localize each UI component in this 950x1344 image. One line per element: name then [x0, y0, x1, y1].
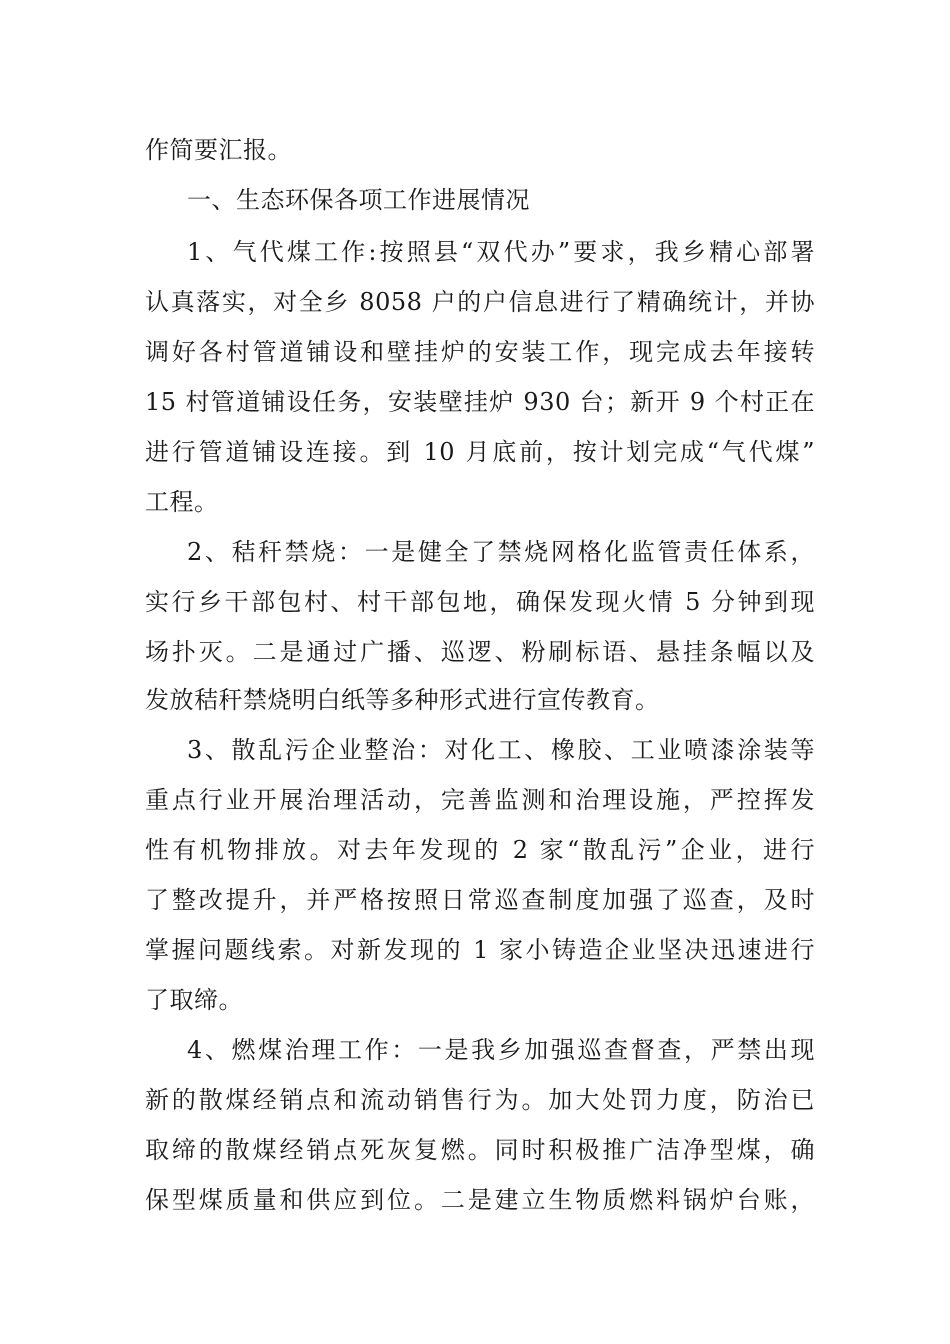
paragraph-line: 1、气代煤工作:按照县“双代办”要求，我乡精心部署 — [187, 238, 815, 266]
paragraph-line: 发放秸秆禁烧明白纸等多种形式进行宣传教育。 — [145, 686, 660, 714]
paragraph-line: 场扑灭。二是通过广播、巡逻、粉刷标语、悬挂条幅以及 — [145, 638, 815, 666]
paragraph-line: 3、散乱污企业整治：对化工、橡胶、工业喷漆涂装等 — [187, 736, 815, 764]
paragraph-line: 实行乡干部包村、村干部包地，确保发现火情 5 分钟到现 — [145, 588, 815, 616]
paragraph-line: 保型煤质量和供应到位。二是建立生物质燃料锅炉台账， — [145, 1186, 815, 1214]
paragraph-line: 掌握问题线索。对新发现的 1 家小铸造企业坚决迅速进行 — [145, 936, 815, 964]
paragraph-line: 2、秸秆禁烧：一是健全了禁烧网格化监管责任体系， — [187, 538, 815, 566]
paragraph-line: 调好各村管道铺设和壁挂炉的安装工作，现完成去年接转 — [145, 338, 815, 366]
paragraph-line: 4、燃煤治理工作：一是我乡加强巡查督查，严禁出现 — [187, 1036, 815, 1064]
paragraph-line: 新的散煤经销点和流动销售行为。加大处罚力度，防治已 — [145, 1086, 815, 1114]
paragraph-line: 取缔的散煤经销点死灰复燃。同时积极推广洁净型煤，确 — [145, 1136, 815, 1164]
paragraph-line: 了取缔。 — [145, 986, 243, 1014]
paragraph-line: 性有机物排放。对去年发现的 2 家“散乱污”企业，进行 — [145, 836, 815, 864]
section-heading: 一、生态环保各项工作进展情况 — [187, 186, 530, 214]
paragraph-line: 作简要汇报。 — [145, 136, 292, 164]
paragraph-line: 了整改提升，并严格按照日常巡查制度加强了巡查，及时 — [145, 886, 815, 914]
paragraph-line: 进行管道铺设连接。到 10 月底前，按计划完成“气代煤” — [145, 438, 815, 466]
paragraph-line: 认真落实，对全乡 8058 户的户信息进行了精确统计，并协 — [145, 288, 815, 316]
paragraph-line: 重点行业开展治理活动，完善监测和治理设施，严控挥发 — [145, 786, 815, 814]
paragraph-line: 15 村管道铺设任务，安装壁挂炉 930 台；新开 9 个村正在 — [145, 388, 815, 416]
paragraph-line: 工程。 — [145, 488, 219, 516]
